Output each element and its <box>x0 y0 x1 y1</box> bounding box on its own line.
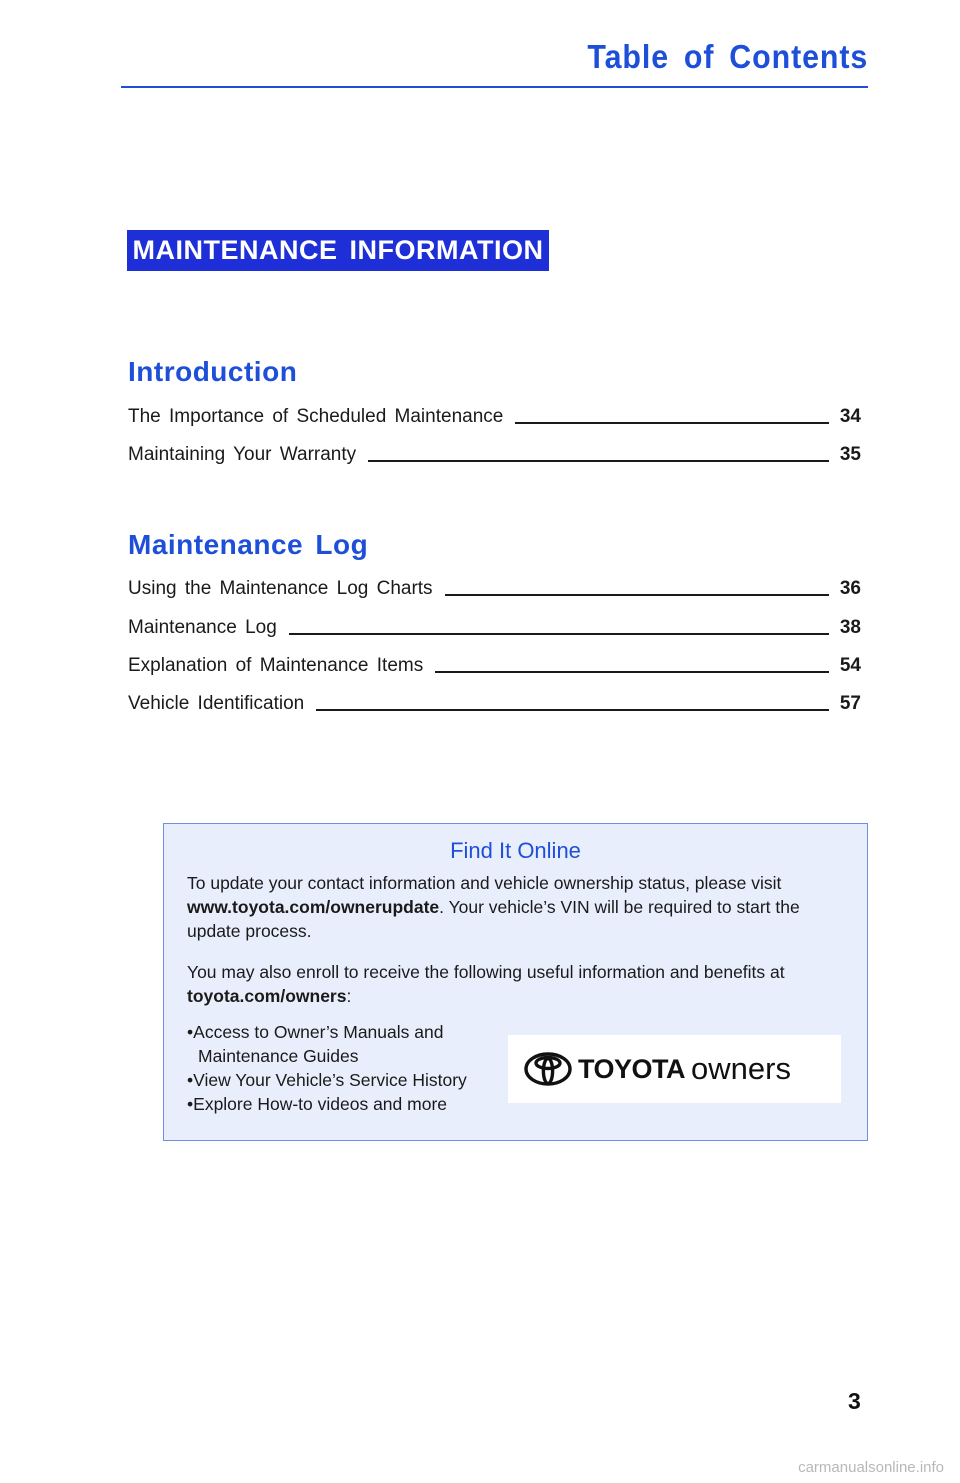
dot-leader <box>435 671 829 673</box>
owners-link[interactable]: toyota.com/owners <box>187 986 347 1006</box>
toc-entry-label: Using the Maintenance Log Charts <box>128 578 433 599</box>
page-number: 3 <box>848 1388 861 1414</box>
toc-entry-page: 54 <box>839 655 861 676</box>
toc-entry-page: 57 <box>839 693 861 714</box>
toc-entry-page: 35 <box>839 444 861 465</box>
list-item: • Access to Owner’s Manuals and Maintenance Guides <box>187 1020 507 1068</box>
toyota-emblem-icon <box>524 1052 572 1086</box>
dot-leader <box>445 594 829 596</box>
online-box-paragraph <box>187 871 852 943</box>
toc-entry-label: Maintaining Your Warranty <box>128 444 357 465</box>
dot-leader <box>515 422 829 424</box>
toc-entry[interactable] <box>128 647 861 677</box>
page-title: Table of Contents <box>587 38 868 75</box>
list-item: • View Your Vehicle’s Service History <box>187 1068 507 1092</box>
toc-entry[interactable] <box>128 436 861 466</box>
toc-entry-page: 38 <box>839 617 861 638</box>
toyota-owners-logo <box>508 1035 841 1103</box>
dot-leader <box>368 460 829 462</box>
header-rule <box>121 86 868 88</box>
toc-entry-label: The Importance of Scheduled Maintenance <box>128 406 504 427</box>
online-box-title: Find It Online <box>450 838 581 863</box>
owner-update-link[interactable]: www.toyota.com/ownerupdate <box>187 897 440 917</box>
toc-entry[interactable] <box>128 398 861 428</box>
toc-entry-label: Maintenance Log <box>128 617 277 638</box>
find-it-online-box <box>163 823 868 1141</box>
section-banner: MAINTENANCE INFORMATION <box>127 230 549 271</box>
toc-entry-page: 36 <box>839 578 861 599</box>
toc-entry-label: Vehicle Identification <box>128 693 305 714</box>
paragraph-text: : <box>346 986 352 1006</box>
paragraph-text: To update your contact information and vehicle ownership status, please visit <box>187 873 782 893</box>
group-heading-maintenance-log: Maintenance Log <box>128 529 369 560</box>
group-heading-introduction: Introduction <box>128 356 298 387</box>
toc-entry-page: 34 <box>839 406 861 427</box>
toc-entry[interactable] <box>128 570 861 600</box>
toc-entry[interactable] <box>128 609 861 639</box>
dot-leader <box>289 633 829 635</box>
watermark: carmanualsonline.info <box>798 1459 944 1476</box>
benefits-list <box>187 1020 507 1116</box>
list-item: • Explore How-to videos and more <box>187 1092 507 1116</box>
dot-leader <box>316 709 829 711</box>
online-box-paragraph <box>187 960 852 1008</box>
logo-brand-text: TOYOTA <box>578 1053 686 1084</box>
paragraph-text: . Your vehicle’s VIN will be required to start the update process. <box>187 897 800 941</box>
toc-entry-label: Explanation of Maintenance Items <box>128 655 424 676</box>
paragraph-text: You may also enroll to receive the following useful information and benefits at <box>187 962 785 982</box>
logo-suffix-text: owners <box>691 1051 791 1086</box>
toc-entry[interactable] <box>128 685 861 715</box>
